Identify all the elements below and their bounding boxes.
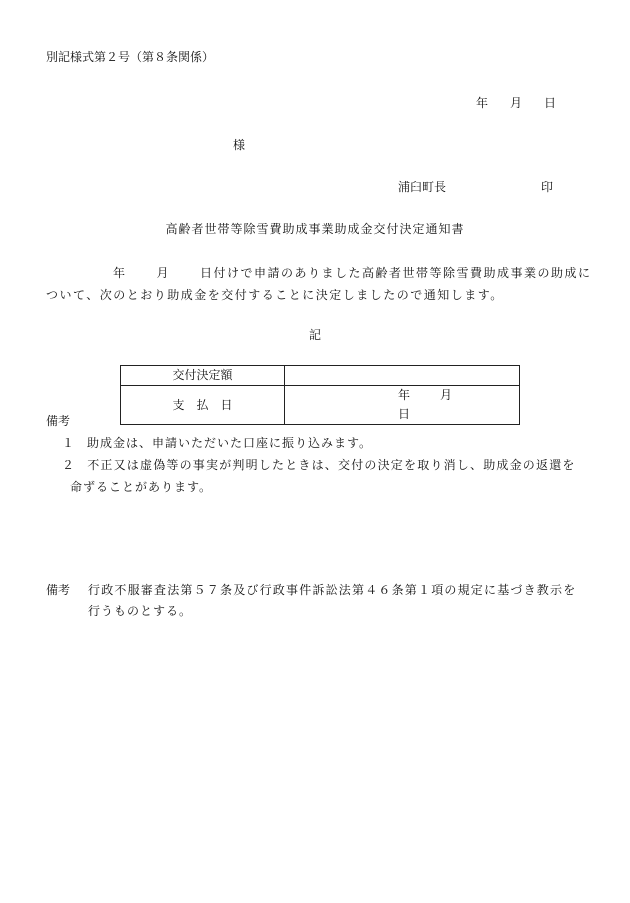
notice-date (476, 96, 556, 110)
payment-year: 年 (398, 388, 411, 402)
grant-table (120, 365, 520, 425)
date-month: 月 (509, 96, 522, 110)
remark-note-2-line-1 (62, 458, 576, 472)
issuer-name: 浦臼町長 (398, 180, 447, 194)
appeal-notice-line-2: 行うものとする。 (88, 604, 193, 618)
note-2-number: ２ (62, 458, 76, 472)
note-2-text-1: 不正又は虚偽等の事実が判明したときは、交付の決定を取り消し、助成金の返還を (87, 458, 576, 472)
note-1-number: １ (62, 436, 76, 450)
payment-day: 日 (398, 407, 411, 421)
appeal-notice-line-1: 行政不服審査法第５７条及び行政事件訴訟法第４６条第１項の規定に基づき教示を (88, 583, 577, 597)
date-year: 年 (475, 96, 488, 110)
body-month: 月 (156, 266, 171, 280)
payment-month: 月 (440, 388, 453, 402)
table-row-payment-date (121, 386, 520, 425)
addressee-honorific: 様 (233, 138, 246, 152)
table-row-amount (121, 366, 520, 386)
appeal-notice-heading: 備考 (46, 583, 71, 597)
note-1-text: 助成金は、申請いただいた口座に振り込みます。 (87, 436, 373, 450)
remarks-heading: 備考 (46, 414, 71, 428)
payment-date-value (285, 386, 520, 425)
body-line1-text: 日付けで申請のありました高齢者世帯等除雪費助成事業の助成に (200, 266, 592, 280)
document-title: 高齢者世帯等除雪費助成事業助成金交付決定通知書 (165, 222, 465, 236)
body-paragraph-line-1 (113, 266, 592, 280)
ki-heading: 記 (308, 328, 321, 342)
date-day: 日 (543, 96, 556, 110)
body-paragraph-line-2: ついて、次のとおり助成金を交付することに決定しましたので通知します。 (46, 288, 504, 302)
form-number: 別記様式第２号（第８条関係） (46, 50, 215, 64)
remark-note-1 (62, 436, 372, 450)
amount-label: 交付決定額 (121, 366, 285, 386)
amount-value (285, 366, 520, 386)
payment-date-label: 支 払 日 (121, 386, 285, 425)
issuer-seal: 印 (541, 180, 554, 194)
remark-note-2-line-2: 命ずることがあります。 (70, 480, 213, 494)
body-year: 年 (113, 266, 127, 280)
